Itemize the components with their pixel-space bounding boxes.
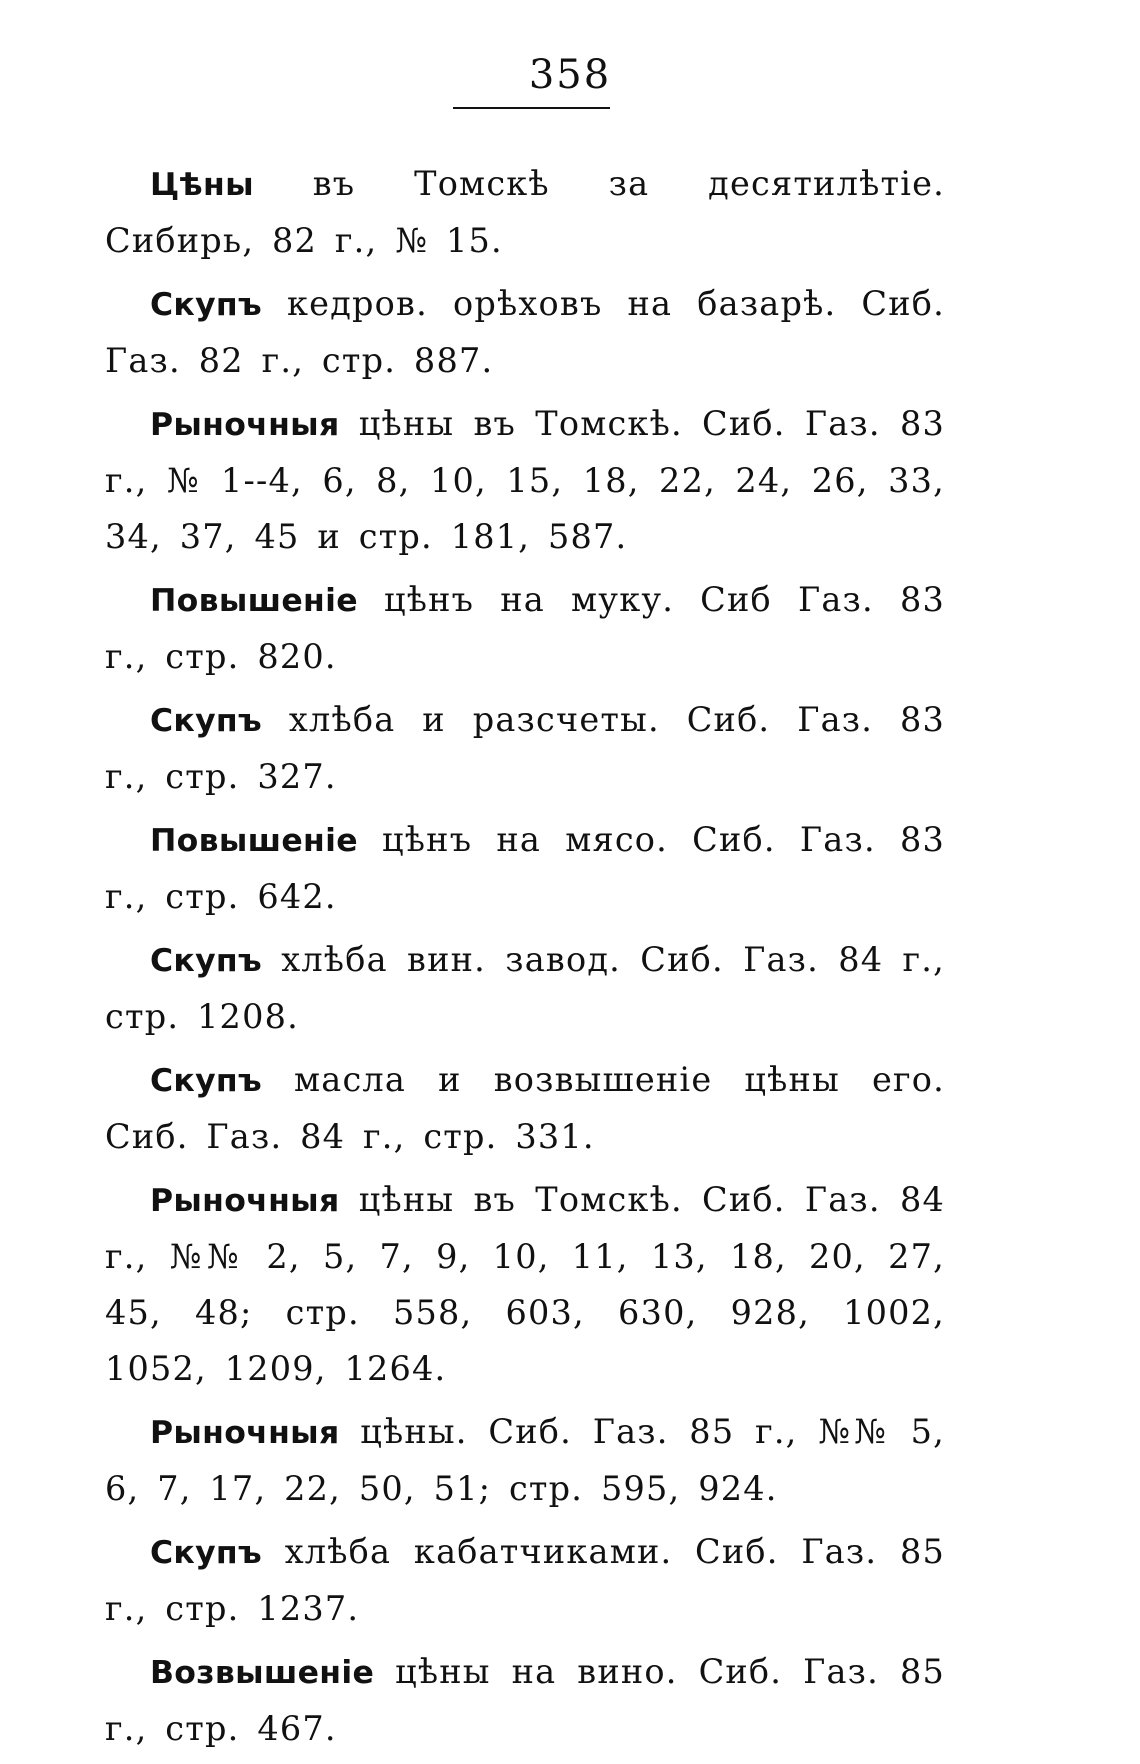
entry-title: Цѣны: [150, 167, 254, 203]
bibliography-entry: [105, 1524, 945, 1637]
bibliography-entry: [105, 572, 945, 685]
bibliography-entry: [105, 1404, 945, 1517]
page-number: 358: [528, 52, 612, 98]
entry-text: хлѣба и разсчеты. Сиб. Газ. 83 г., стр. 327.: [105, 700, 945, 796]
bibliography-entry: [105, 276, 945, 389]
entry-title: Повышеніе: [150, 583, 358, 619]
bibliography-entry: [105, 1172, 945, 1397]
entry-title: Рыночныя: [150, 1183, 340, 1219]
entry-title: Рыночныя: [150, 407, 340, 443]
entry-text: цѣны въ Томскѣ. Сиб. Газ. 84 г., №№ 2, 5, 7, 9, 10, 11, 13, 18, 20, 27, 45, 48; стр. 558, 603, 630, 928, 1002, 1052, 1209, 1264.: [105, 1180, 945, 1388]
entry-text: цѣны въ Томскѣ. Сиб. Газ. 83 г., № 1--4, 6, 8, 10, 15, 18, 22, 24, 26, 33, 34, 37, 45 и стр. 181, 587.: [105, 404, 945, 556]
bibliography-entry: [105, 396, 945, 565]
entry-title: Возвышеніе: [150, 1655, 375, 1691]
entry-text: хлѣба кабатчиками. Сиб. Газ. 85 г., стр. 1237.: [105, 1532, 945, 1628]
entry-title: Рыночныя: [150, 1415, 340, 1451]
bibliography-entry: [105, 932, 945, 1045]
entry-text: цѣны. Сиб. Газ. 85 г., №№ 5, 6, 7, 17, 22, 50, 51; стр. 595, 924.: [105, 1412, 945, 1508]
entry-text: кедров. орѣховъ на базарѣ. Сиб. Газ. 82 г., стр. 887.: [105, 284, 945, 380]
entry-text: масла и возвышеніе цѣны его. Сиб. Газ. 84 г., стр. 331.: [105, 1060, 945, 1156]
bibliography-list: [105, 156, 945, 1764]
entry-title: Скупъ: [150, 1063, 262, 1099]
entry-text: въ Томскѣ за десятилѣтіе. Сибирь, 82 г., № 15.: [105, 164, 945, 260]
bibliography-entry: [105, 1052, 945, 1165]
entry-title: Скупъ: [150, 703, 262, 739]
entry-title: Повышеніе: [150, 823, 358, 859]
bibliography-entry: [105, 692, 945, 805]
bibliography-entry: [105, 1644, 945, 1757]
entry-text: цѣнъ на мясо. Сиб. Газ. 83 г., стр. 642.: [105, 820, 945, 916]
entry-title: Скупъ: [150, 1535, 262, 1571]
bibliography-entry: [105, 156, 945, 269]
entry-text: цѣнъ на муку. Сиб Газ. 83 г., стр. 820.: [105, 580, 945, 676]
entry-text: цѣны на вино. Сиб. Газ. 85 г., стр. 467.: [105, 1652, 945, 1748]
entry-title: Скупъ: [150, 287, 262, 323]
page-number-rule: [453, 107, 610, 109]
entry-title: Скупъ: [150, 943, 262, 979]
bibliography-entry: [105, 812, 945, 925]
entry-text: хлѣба вин. завод. Сиб. Газ. 84 г., стр. 1208.: [105, 940, 945, 1036]
